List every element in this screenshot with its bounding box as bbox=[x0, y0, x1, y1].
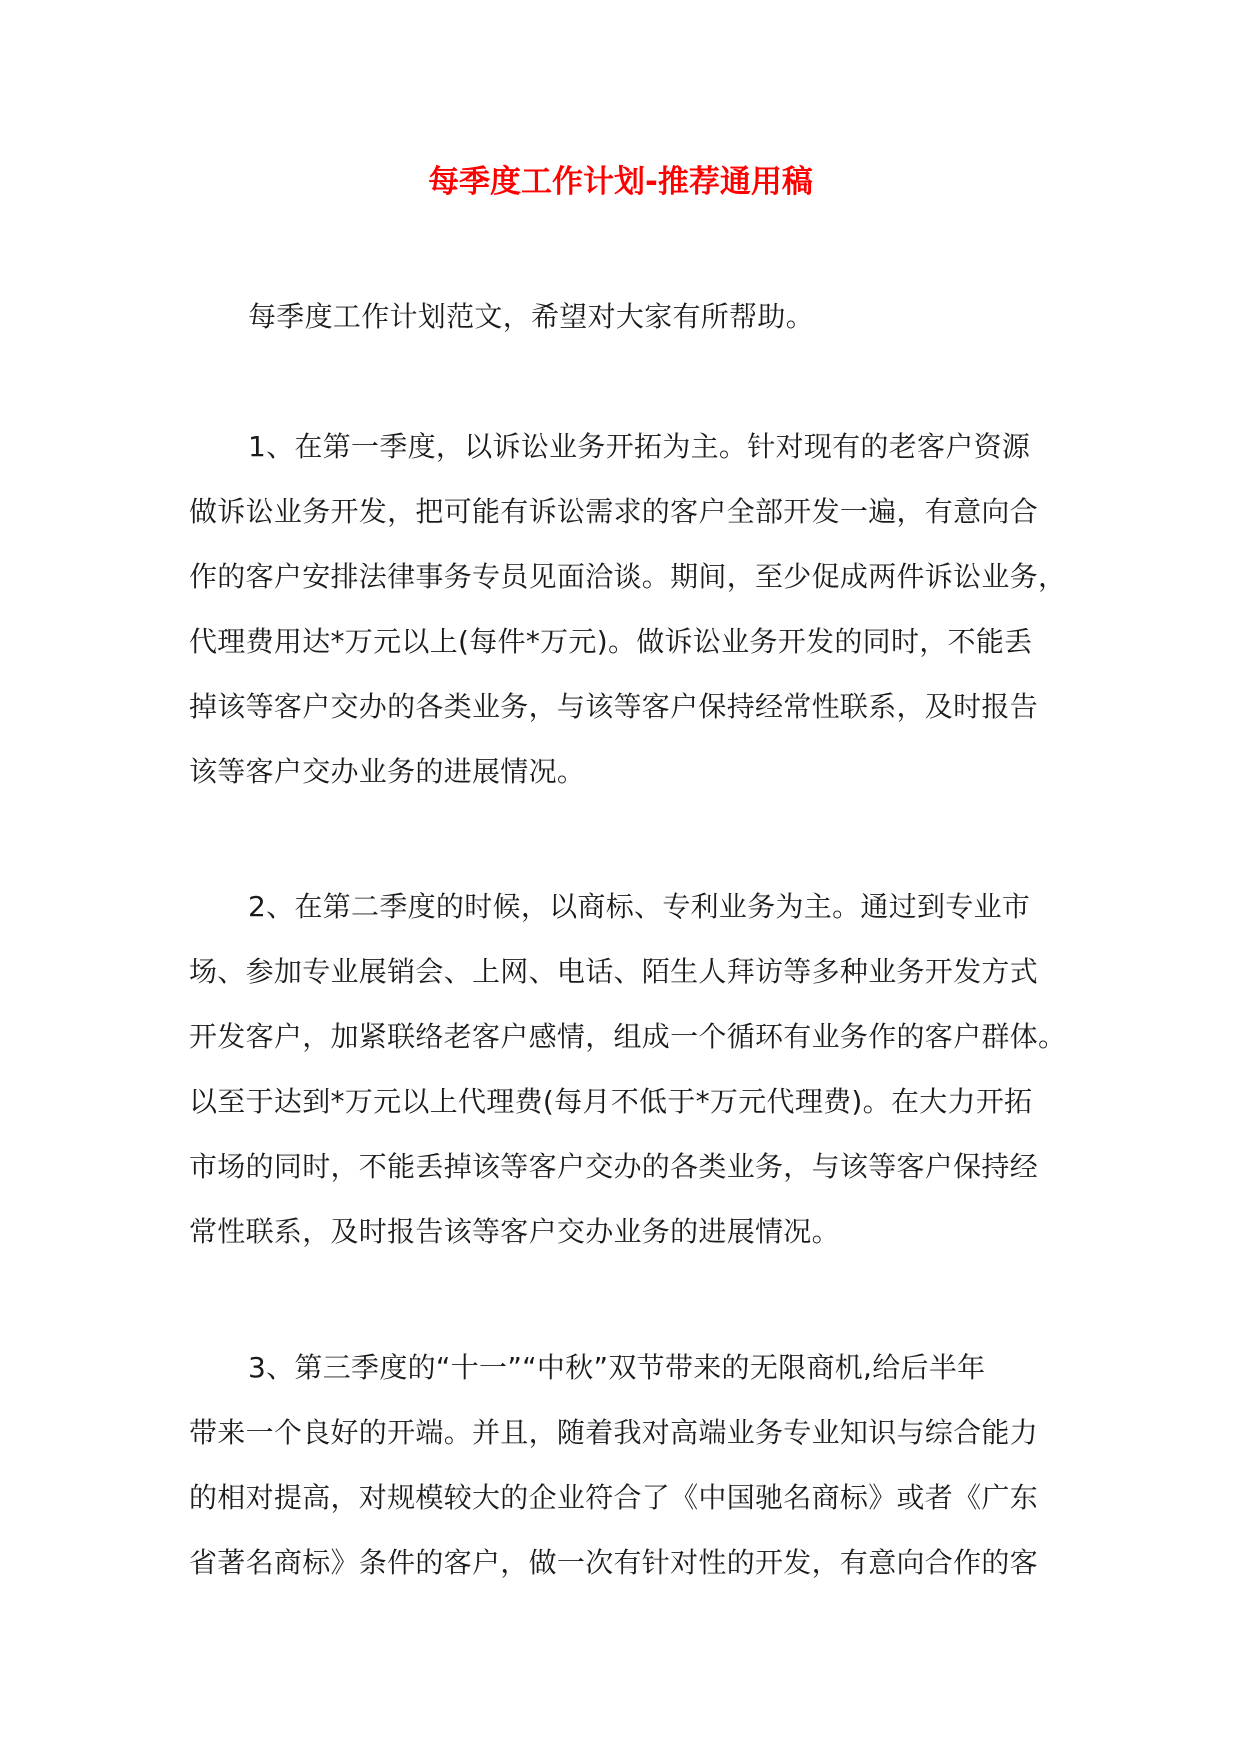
intro-paragraph: 每季度工作计划范文，希望对大家有所帮助。 bbox=[248, 300, 815, 333]
paragraph-1-line: 作的客户安排法律事务专员见面洽谈。期间，至少促成两件诉讼业务， bbox=[189, 560, 1067, 593]
paragraph-2-line: 场、参加专业展销会、上网、电话、陌生人拜访等多种业务开发方式 bbox=[189, 955, 1039, 988]
paragraph-1-line: 掉该等客户交办的各类业务，与该等客户保持经常性联系，及时报告 bbox=[189, 690, 1039, 723]
paragraph-1-line: 代理费用达*万元以上(每件*万元)。做诉讼业务开发的同时，不能丢 bbox=[189, 625, 1033, 658]
paragraph-2-line: 市场的同时，不能丢掉该等客户交办的各类业务，与该等客户保持经 bbox=[189, 1150, 1039, 1183]
paragraph-3-line: 带来一个良好的开端。并且，随着我对高端业务专业知识与综合能力 bbox=[189, 1416, 1039, 1449]
paragraph-1-line: 1、在第一季度，以诉讼业务开拓为主。针对现有的老客户资源 bbox=[248, 430, 1031, 463]
paragraph-2-line: 开发客户，加紧联络老客户感情，组成一个循环有业务作的客户群体。 bbox=[189, 1020, 1067, 1053]
paragraph-1-line: 做诉讼业务开发，把可能有诉讼需求的客户全部开发一遍，有意向合 bbox=[189, 495, 1039, 528]
paragraph-1 bbox=[189, 414, 1067, 804]
paragraph-2-line: 常性联系，及时报告该等客户交办业务的进展情况。 bbox=[189, 1215, 840, 1248]
paragraph-1-line: 该等客户交办业务的进展情况。 bbox=[189, 755, 586, 788]
paragraph-2-line: 2、在第二季度的时候，以商标、专利业务为主。通过到专业市 bbox=[248, 890, 1031, 923]
paragraph-3-line: 的相对提高，对规模较大的企业符合了《中国驰名商标》或者《广东 bbox=[189, 1481, 1039, 1514]
paragraph-2 bbox=[189, 874, 1067, 1264]
document-title: 每季度工作计划-推荐通用稿 bbox=[428, 164, 813, 200]
paragraph-3-line: 省著名商标》条件的客户，做一次有针对性的开发，有意向合作的客 bbox=[189, 1546, 1039, 1579]
paragraph-2-line: 以至于达到*万元以上代理费(每月不低于*万元代理费)。在大力开拓 bbox=[189, 1085, 1033, 1118]
paragraph-3 bbox=[189, 1335, 1057, 1595]
paragraph-3-line: 3、第三季度的“十一”“中秋”双节带来的无限商机,给后半年 bbox=[248, 1351, 986, 1384]
